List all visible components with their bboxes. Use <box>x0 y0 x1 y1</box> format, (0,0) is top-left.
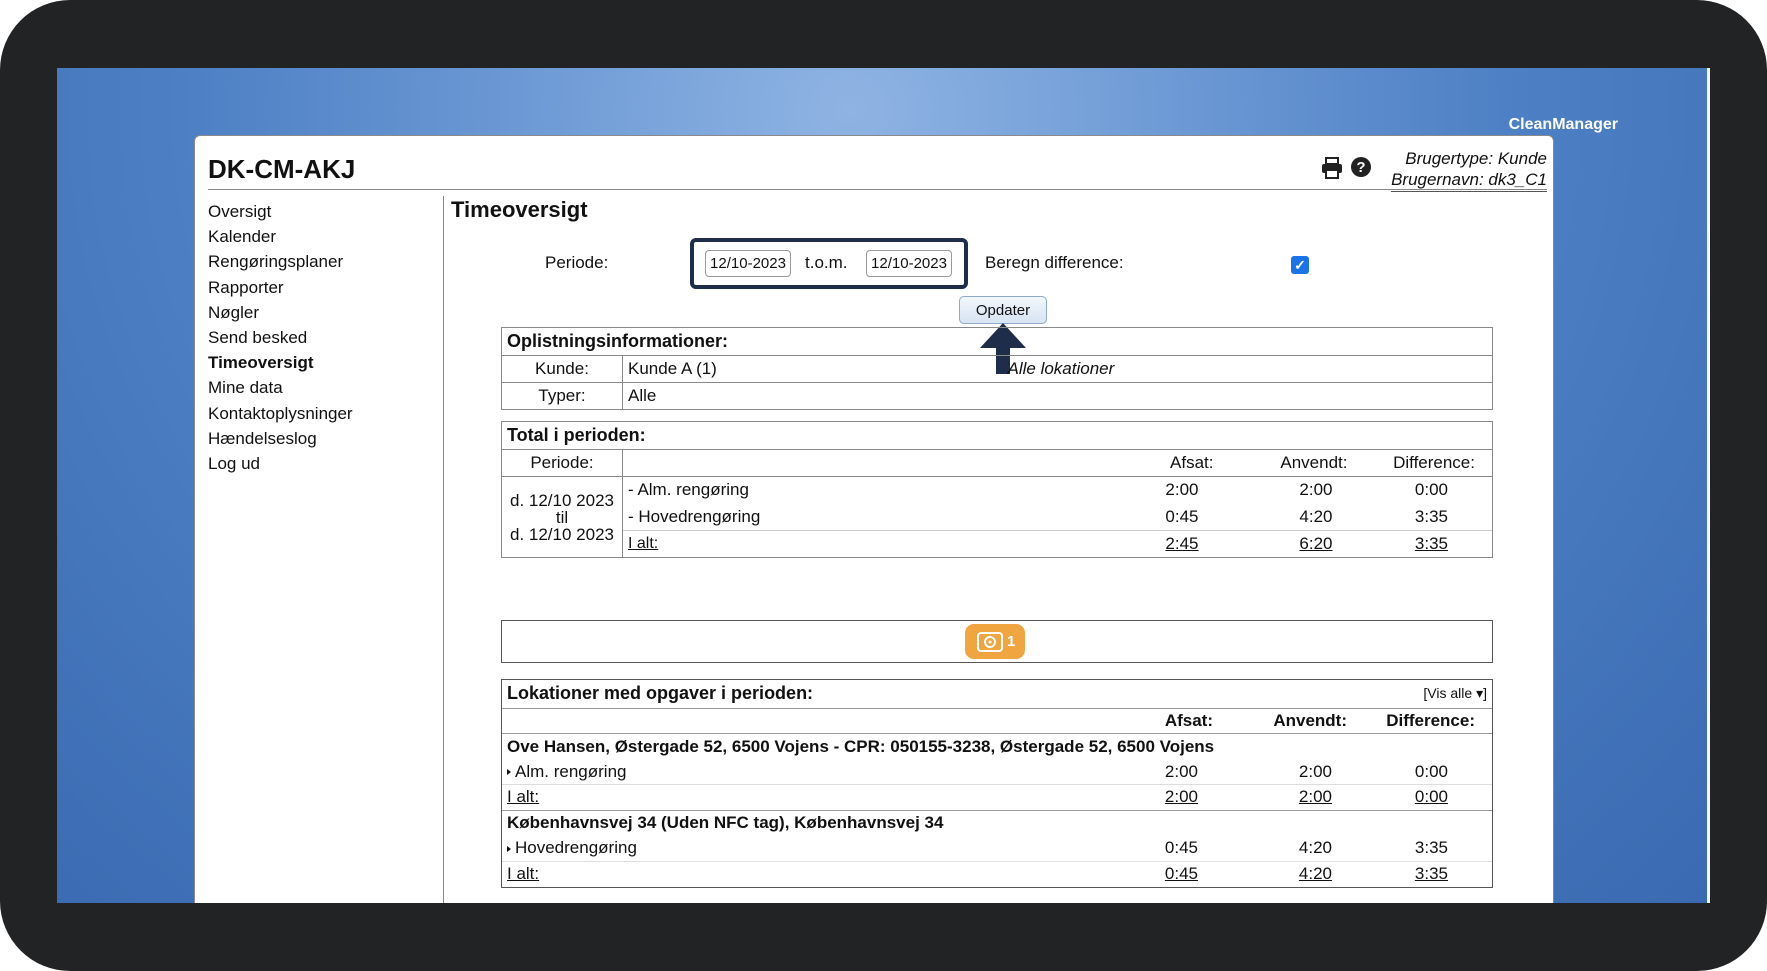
location-task-anvendt: 4:20 <box>1298 838 1332 857</box>
total-row-difference: 3:35 <box>1353 504 1493 531</box>
menu-item-kalender[interactable]: Kalender <box>208 227 277 247</box>
app-window <box>194 135 1554 903</box>
update-button[interactable]: Opdater <box>959 296 1047 324</box>
app-title: DK-CM-AKJ <box>208 154 356 184</box>
location-task-anvendt: 2:00 <box>1298 761 1332 781</box>
total-col-anvendt: Anvendt: <box>1219 450 1353 477</box>
total-table <box>501 421 1493 558</box>
periode-label: Periode: <box>545 253 609 272</box>
typer-label: Typer: <box>502 383 623 410</box>
location-sum-label[interactable]: I alt: <box>507 787 540 807</box>
total-sum-afsat[interactable]: 2:45 <box>1099 531 1219 558</box>
user-type: Brugertype: Kunde <box>1405 149 1547 168</box>
kunde-value: Kunde A (1) <box>623 356 1003 383</box>
vis-alle-toggle[interactable] <box>1423 685 1487 702</box>
location-task[interactable] <box>502 836 1098 862</box>
location-sum-difference[interactable]: 0:00 <box>1414 787 1448 807</box>
total-row-name: - Hovedrengøring <box>628 506 761 526</box>
side-menu <box>208 199 428 476</box>
brand-label: CleanManager <box>1508 116 1618 133</box>
menu-item-haendelseslog[interactable]: Hændelseslog <box>208 428 317 448</box>
media-box <box>501 620 1493 663</box>
menu-item-mine-data[interactable]: Mine data <box>208 378 283 398</box>
menu-item-send-besked[interactable]: Send besked <box>208 328 308 348</box>
total-row-anvendt: 4:20 <box>1299 506 1333 526</box>
caret-right-icon <box>507 846 511 852</box>
menu-item-rengoringsplaner[interactable]: Rengøringsplaner <box>208 252 344 272</box>
locations-title: Lokationer med opgaver i perioden: <box>507 683 814 704</box>
menu-item-log-ud[interactable]: Log ud <box>208 454 260 474</box>
total-col-afsat: Afsat: <box>1099 450 1219 477</box>
loc-col-difference: Difference: <box>1352 708 1492 734</box>
desktop-background <box>57 68 1710 903</box>
svg-text:?: ? <box>1356 159 1366 176</box>
location-sum-anvendt[interactable]: 4:20 <box>1298 864 1332 883</box>
media-badge[interactable] <box>965 624 1025 659</box>
location-sum-afsat[interactable]: 2:00 <box>1164 787 1198 807</box>
location-sum-afsat[interactable]: 0:45 <box>1164 864 1198 883</box>
typer-value: Alle <box>623 383 1493 410</box>
user-name: Brugernavn: dk3_C1 <box>1391 170 1547 189</box>
location-task-label: Hovedrengøring <box>515 838 637 857</box>
location-sum-difference[interactable]: 3:35 <box>1414 864 1448 883</box>
locations-table <box>502 680 1492 887</box>
beregn-difference-checkbox[interactable]: ✓ <box>1291 256 1309 274</box>
location-task-difference: 3:35 <box>1414 838 1448 857</box>
print-icon[interactable] <box>1320 156 1344 180</box>
location-task-difference: 0:00 <box>1414 761 1448 781</box>
menu-item-timeoversigt[interactable]: Timeoversigt <box>208 353 314 373</box>
date-from-input[interactable] <box>705 250 791 277</box>
total-sum-anvendt[interactable]: 6:20 <box>1219 531 1353 558</box>
location-name: Københavnsvej 34 (Uden NFC tag), Københavnsvej 34 <box>502 810 1492 836</box>
menu-item-kontaktoplysninger[interactable]: Kontaktoplysninger <box>208 403 353 423</box>
date-to-input[interactable] <box>866 250 952 277</box>
location-name: Ove Hansen, Østergade 52, 6500 Vojens - CPR: 050155-3238, Østergade 52, 6500 Vojens <box>502 734 1492 760</box>
chevron-down-icon: ▾] <box>1476 685 1487 702</box>
header-divider <box>208 189 1547 190</box>
total-row-name: - Alm. rengøring <box>628 480 749 500</box>
media-count: 1 <box>1007 633 1016 650</box>
info-table <box>501 327 1493 410</box>
location-sum-label[interactable]: I alt: <box>507 864 540 883</box>
total-title: Total i perioden: <box>502 422 1493 450</box>
menu-item-oversigt[interactable]: Oversigt <box>208 202 272 221</box>
period-to: d. 12/10 2023 <box>510 524 614 544</box>
period-from: d. 12/10 2023 <box>510 490 614 510</box>
menu-item-nogler[interactable]: Nøgler <box>208 302 260 322</box>
beregn-difference-label: Beregn difference: <box>985 253 1124 272</box>
camera-icon <box>977 632 1003 652</box>
total-row-afsat: 0:45 <box>1165 506 1199 526</box>
location-sum-anvendt[interactable]: 2:00 <box>1298 787 1332 807</box>
page-title: Timeoversigt <box>451 197 588 222</box>
total-row-afsat: 2:00 <box>1165 480 1199 500</box>
total-row-anvendt: 2:00 <box>1299 480 1333 500</box>
total-sum-difference[interactable]: 3:35 <box>1353 531 1493 558</box>
menu-item-rapporter[interactable]: Rapporter <box>208 277 284 297</box>
vis-alle-label: [Vis alle <box>1423 685 1473 702</box>
total-row-difference: 0:00 <box>1353 477 1493 504</box>
locations-panel <box>501 679 1493 888</box>
caret-right-icon <box>507 769 511 775</box>
kunde-label: Kunde: <box>502 356 623 383</box>
location-task-afsat: 2:00 <box>1164 761 1198 781</box>
help-icon[interactable] <box>1350 156 1372 178</box>
period-til: til <box>555 507 569 527</box>
total-period-cell <box>502 477 623 558</box>
location-task-label: Alm. rengøring <box>515 761 627 781</box>
total-sum-label[interactable]: I alt: <box>623 531 1099 558</box>
loc-col-afsat: Afsat: <box>1098 708 1218 734</box>
lokation-value: Alle lokationer <box>1003 356 1493 383</box>
menu-divider <box>443 196 444 903</box>
user-info <box>1391 148 1547 192</box>
location-task-afsat: 0:45 <box>1164 838 1198 857</box>
location-task[interactable] <box>502 759 1098 785</box>
total-col-periode: Periode: <box>502 450 623 477</box>
info-title: Oplistningsinformationer: <box>502 328 1493 356</box>
loc-col-anvendt: Anvendt: <box>1218 708 1352 734</box>
tom-label: t.o.m. <box>805 253 848 272</box>
total-col-difference: Difference: <box>1353 450 1493 477</box>
